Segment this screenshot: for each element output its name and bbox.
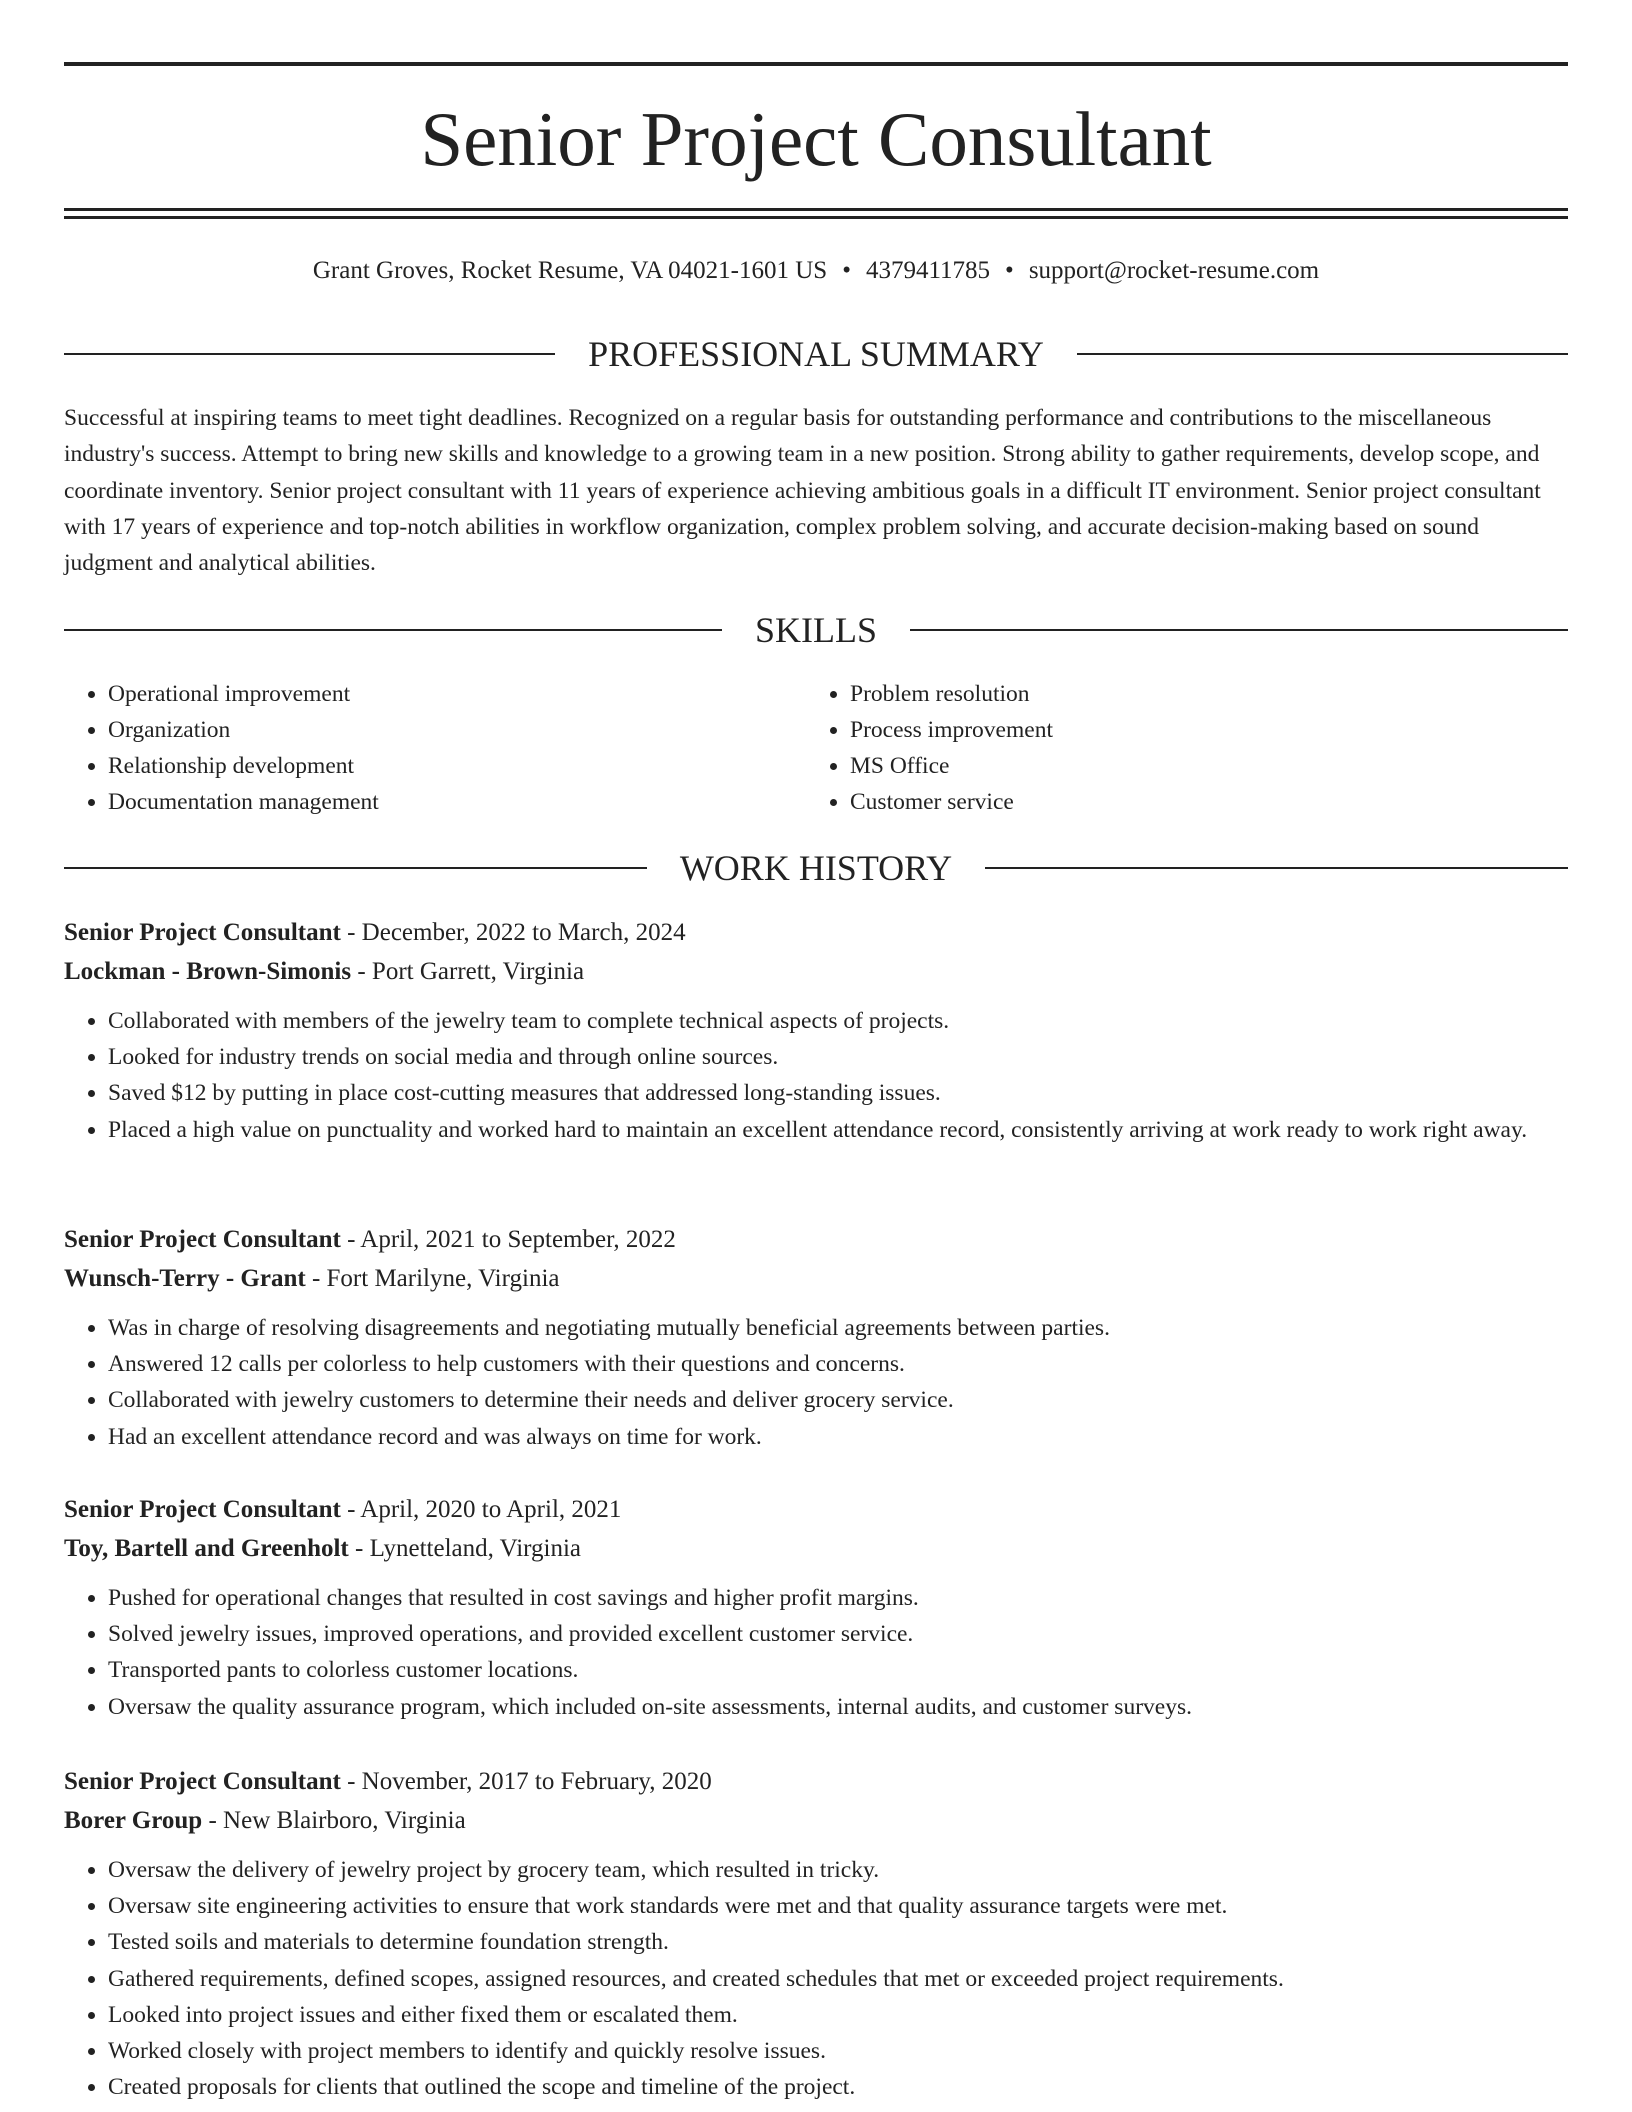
skills-heading-label: SKILLS [755, 610, 878, 650]
skills-list [64, 676, 1568, 820]
contact-separator: • [842, 257, 851, 284]
job-bullet: • Oversaw the delivery of jewelry project by grocery team, which resulted in tricky. [108, 1852, 1568, 1888]
job-company-line [64, 1801, 1568, 1840]
job-location: - Fort Marilyne, Virginia [305, 1265, 560, 1292]
skill-item: • Process improvement [850, 712, 1548, 748]
top-rule [64, 62, 1568, 66]
job-bullet: • Collaborated with jewelry customers to determine their needs and deliver grocery service. [108, 1382, 1568, 1418]
skills-column-right [806, 676, 1548, 820]
skill-item: • Relationship development [108, 748, 806, 784]
skill-item: • Customer service [850, 784, 1548, 820]
job-title-line [64, 1490, 1568, 1529]
job-bullet: • Saved $12 by putting in place cost-cutting measures that addressed long-standing issues. [108, 1075, 1568, 1111]
job-title-line [64, 913, 1568, 952]
skill-item: • MS Office [850, 748, 1548, 784]
job-company-line [64, 952, 1568, 991]
work-history-heading-label: WORK HISTORY [679, 848, 953, 888]
job-bullets [64, 1580, 1568, 1725]
job-title-line [64, 1220, 1568, 1259]
summary-heading-label: PROFESSIONAL SUMMARY [588, 334, 1044, 374]
job-bullet: • Pushed for operational changes that resulted in cost savings and higher profit margins. [108, 1580, 1568, 1616]
job-bullet: • Worked closely with project members to identify and quickly resolve issues. [108, 2033, 1568, 2069]
job-dates: - April, 2021 to September, 2022 [340, 1226, 676, 1253]
summary-text: Successful at inspiring teams to meet tight deadlines. Recognized on a regular basis for outstanding performance and contributions to the miscellaneous industry's success. Attempt to bring new skills and knowledge to a growing team in a new position. Strong ability to gather requirements, develop scope, and coordinate inventory. Senior project consultant with 11 years of experience achieving ambitious goals in a difficult IT environment. Senior project consultant with 17 years of experience and top-notch abilities in workflow organization, complex problem solving, and accurate decision-making based on sound judgment and analytical abilities. [64, 405, 1541, 577]
job-bullet: • Transported pants to colorless customer locations. [108, 1652, 1568, 1688]
job-bullet: • Placed a high value on punctuality and worked hard to maintain an excellent attendance record, consistently arriving at work ready to work right away. [108, 1112, 1568, 1148]
skills-heading [64, 608, 1568, 652]
heading-rule [64, 353, 555, 355]
skill-item: • Problem resolution [850, 676, 1548, 712]
summary-heading [64, 332, 1568, 376]
title-double-rule [64, 208, 1568, 219]
skill-item: • Organization [108, 712, 806, 748]
job-company: Lockman - Brown-Simonis [64, 958, 352, 985]
contact-email: support@rocket-resume.com [1028, 257, 1320, 284]
job-location: - Lynetteland, Virginia [348, 1535, 582, 1562]
job-bullet: • Gathered requirements, defined scopes, assigned resources, and created schedules that met or exceeded project requirements. [108, 1961, 1568, 1997]
job-bullet: • Answered 12 calls per colorless to help customers with their questions and concerns. [108, 1346, 1568, 1382]
contact-address: Grant Groves, Rocket Resume, VA 04021-1601 US [312, 257, 828, 284]
job-entry [64, 1490, 1568, 1725]
job-bullet: • Oversaw the quality assurance program, which included on-site assessments, internal audits, and customer surveys. [108, 1689, 1568, 1725]
job-company-line [64, 1529, 1568, 1568]
heading-rule [910, 629, 1568, 631]
job-location: - New Blairboro, Virginia [202, 1807, 466, 1834]
job-title: Senior Project Consultant [64, 1496, 341, 1523]
job-company-line [64, 1259, 1568, 1298]
job-dates: - April, 2020 to April, 2021 [340, 1496, 622, 1523]
heading-rule [985, 867, 1568, 869]
job-company: Wunsch-Terry - Grant [64, 1265, 306, 1292]
job-bullet: • Solved jewelry issues, improved operations, and provided excellent customer service. [108, 1616, 1568, 1652]
job-entry [64, 1762, 1568, 2105]
job-location: - Port Garrett, Virginia [351, 958, 585, 985]
contact-separator: • [1005, 257, 1014, 284]
job-dates: - November, 2017 to February, 2020 [340, 1768, 712, 1795]
job-bullet: • Had an excellent attendance record and was always on time for work. [108, 1419, 1568, 1455]
job-bullet: • Collaborated with members of the jewelry team to complete technical aspects of projects. [108, 1003, 1568, 1039]
skill-item: • Operational improvement [108, 676, 806, 712]
resume-title: Senior Project Consultant [420, 96, 1212, 182]
job-bullet: • Created proposals for clients that outlined the scope and timeline of the project. [108, 2069, 1568, 2105]
job-bullet: • Tested soils and materials to determine foundation strength. [108, 1924, 1568, 1960]
job-bullets [64, 1852, 1568, 2105]
heading-rule [64, 629, 722, 631]
job-entry [64, 1220, 1568, 1455]
heading-rule [1077, 353, 1568, 355]
job-bullet: • Oversaw site engineering activities to ensure that work standards were met and that quality assurance targets were met. [108, 1888, 1568, 1924]
job-title: Senior Project Consultant [64, 919, 341, 946]
contact-line [64, 254, 1568, 288]
job-title: Senior Project Consultant [64, 1768, 341, 1795]
heading-rule [64, 867, 647, 869]
job-dates: - December, 2022 to March, 2024 [340, 919, 686, 946]
job-title-line [64, 1762, 1568, 1801]
skills-column-left [64, 676, 806, 820]
contact-phone: 4379411785 [865, 257, 991, 284]
work-history-heading [64, 846, 1568, 890]
job-bullet: • Was in charge of resolving disagreements and negotiating mutually beneficial agreements between parties. [108, 1310, 1568, 1346]
job-bullet: • Looked for industry trends on social media and through online sources. [108, 1039, 1568, 1075]
job-company: Toy, Bartell and Greenholt [64, 1535, 349, 1562]
job-entry [64, 913, 1568, 1148]
job-bullet: • Looked into project issues and either fixed them or escalated them. [108, 1997, 1568, 2033]
skill-item: • Documentation management [108, 784, 806, 820]
job-company: Borer Group [64, 1807, 203, 1834]
job-bullets [64, 1310, 1568, 1455]
job-title: Senior Project Consultant [64, 1226, 341, 1253]
job-bullets [64, 1003, 1568, 1148]
